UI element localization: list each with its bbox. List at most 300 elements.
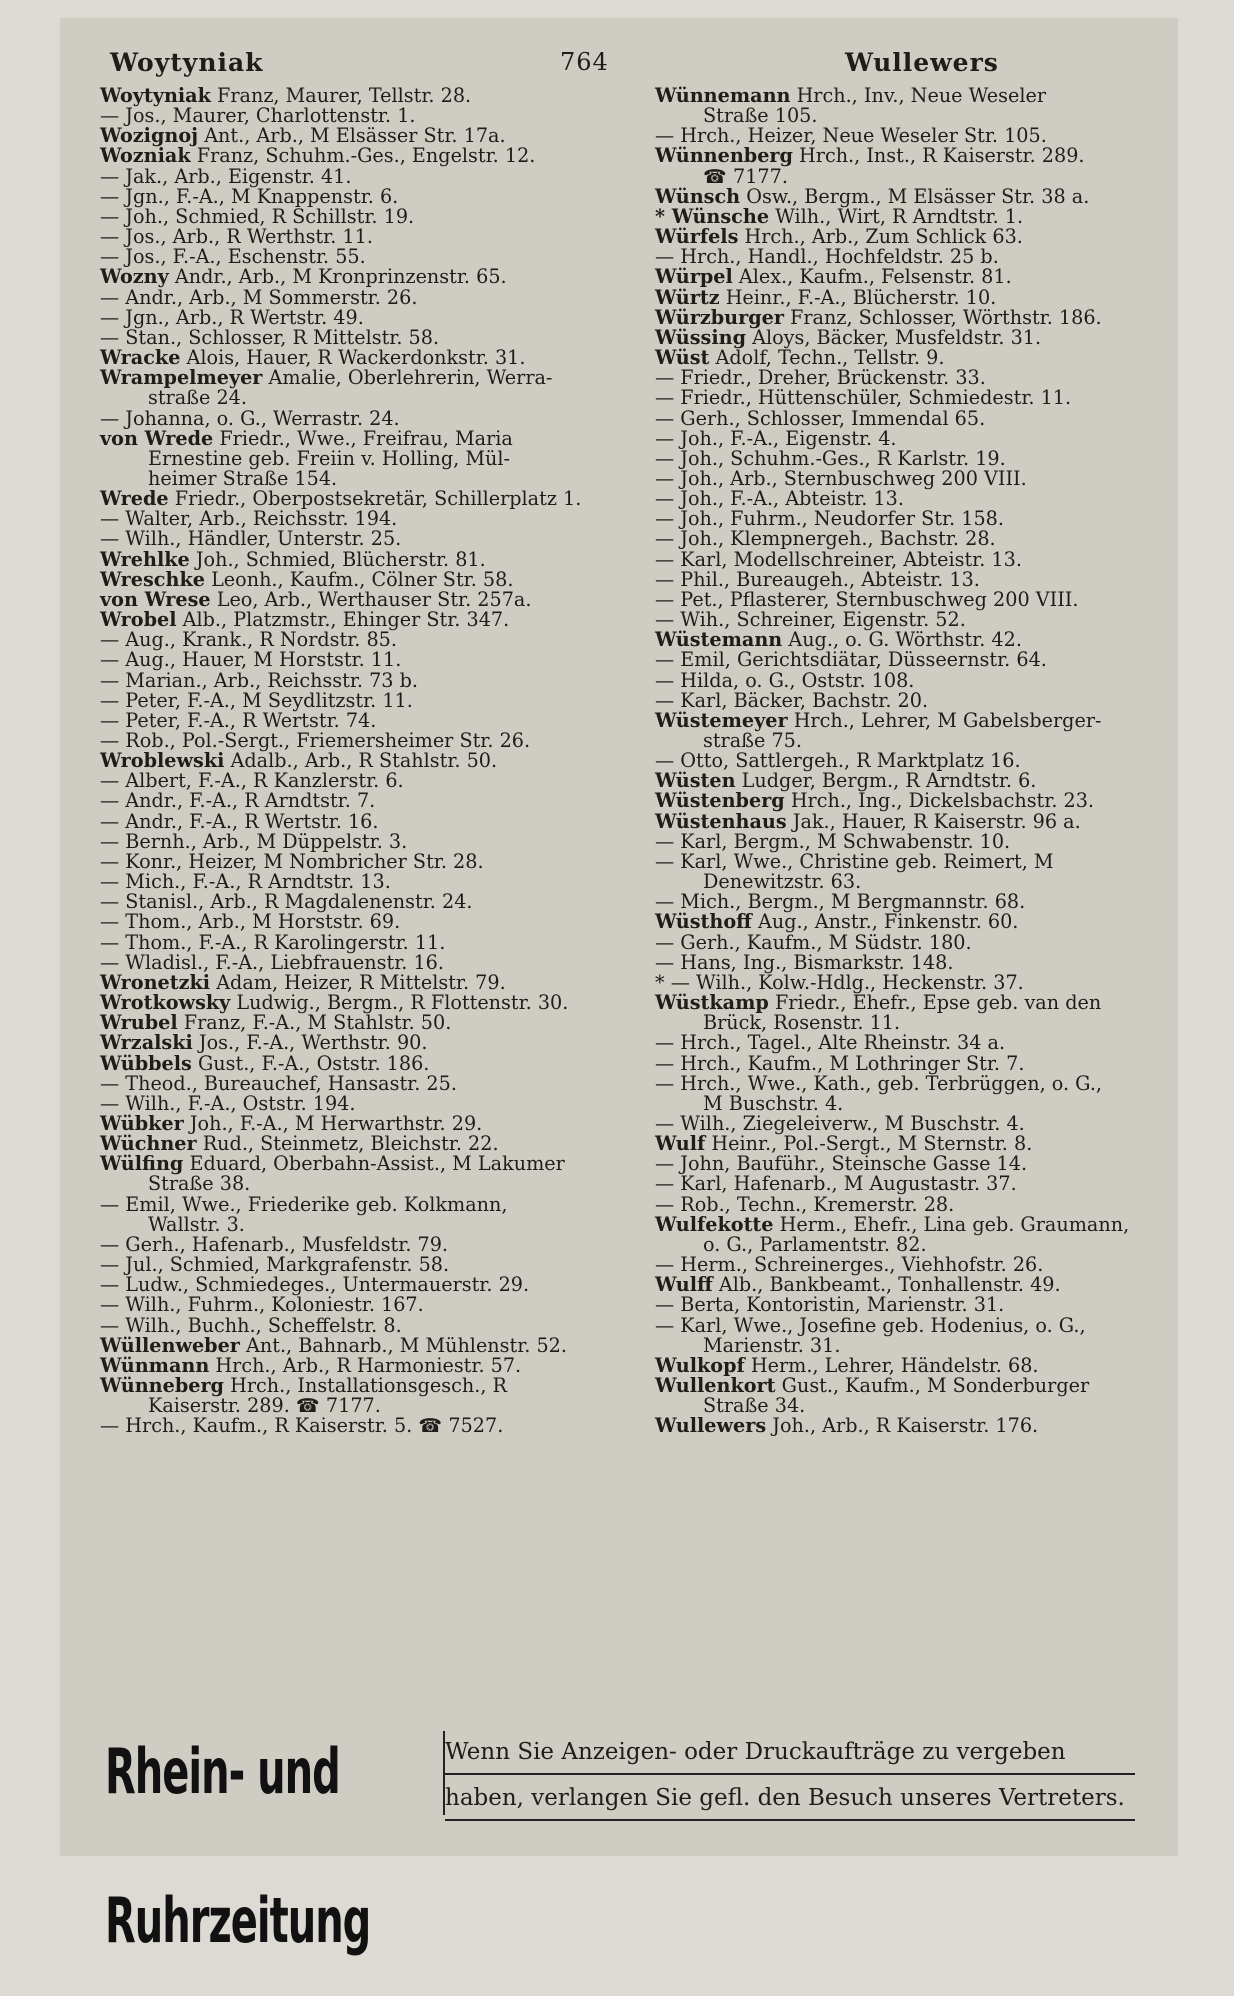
entry-surname: Wulfekotte bbox=[655, 1212, 774, 1236]
entry-details: Gust., Kaufm., M Sonderburger bbox=[781, 1374, 1090, 1397]
entry-details: Ant., Arb., M Elsässer Str. 17a. bbox=[204, 124, 506, 148]
directory-entry bbox=[100, 1275, 655, 1295]
entry-details: Osw., Bergm., M Elsässer Str. 38 a. bbox=[746, 184, 1090, 208]
entry-details: Heinr., F.-A., Blücherstr. 10. bbox=[725, 285, 997, 309]
entry-details: — Jul., Schmied, Markgrafenstr. 58. bbox=[100, 1253, 450, 1277]
directory-entry bbox=[655, 872, 1155, 892]
entry-details: — Wilh., F.-A., Oststr. 194. bbox=[100, 1091, 356, 1115]
entry-surname: Wracke bbox=[100, 346, 181, 370]
directory-entry bbox=[655, 1192, 1155, 1216]
entry-details: straße 24. bbox=[148, 386, 247, 410]
entry-details: — Gerh., Schlosser, Immendal 65. bbox=[655, 406, 986, 430]
entry-details: Joh., Arb., R Kaiserstr. 176. bbox=[772, 1414, 1039, 1438]
entry-details: Alex., Kaufm., Felsenstr. 81. bbox=[738, 265, 1012, 289]
directory-entry bbox=[655, 1051, 1155, 1075]
directory-entry bbox=[655, 184, 1155, 208]
entry-details: Jak., Hauer, R Kaiserstr. 96 a. bbox=[792, 809, 1081, 833]
entry-details: Franz, F.-A., M Stahlstr. 50. bbox=[183, 1011, 452, 1035]
entry-surname: Woytyniak bbox=[100, 84, 211, 107]
directory-entry bbox=[100, 688, 655, 712]
entry-details: Franz, Schlosser, Wörthstr. 186. bbox=[790, 305, 1102, 329]
entry-surname: Würzburger bbox=[655, 305, 784, 329]
directory-entry bbox=[100, 325, 655, 349]
directory-entry bbox=[100, 1071, 655, 1095]
directory-entry bbox=[655, 829, 1155, 853]
directory-entry bbox=[100, 1396, 655, 1416]
directory-entry bbox=[100, 1212, 655, 1236]
entry-surname: Wüsthoff bbox=[655, 910, 752, 934]
directory-entry bbox=[100, 164, 655, 188]
directory-entry bbox=[100, 1192, 655, 1216]
entry-details: Adolf, Techn., Tellstr. 9. bbox=[715, 346, 945, 370]
entry-details: Aug., o. G. Wörthstr. 42. bbox=[788, 628, 1022, 652]
entry-surname: Wozny bbox=[100, 265, 169, 289]
directory-entry bbox=[655, 668, 1155, 692]
entry-details: — Hrch., Tagel., Alte Rheinstr. 34 a. bbox=[655, 1031, 1006, 1055]
directory-entry bbox=[655, 86, 1155, 106]
running-header-left: Woytyniak bbox=[110, 48, 264, 77]
entry-details: — Thom., F.-A., R Karolingerstr. 11. bbox=[100, 930, 446, 954]
entry-details: — Andr., F.-A., R Arndtstr. 7. bbox=[100, 789, 376, 813]
entry-details: Hrch., Arb., Zum Schlick 63. bbox=[744, 225, 1023, 249]
entry-details: heimer Straße 154. bbox=[148, 466, 338, 490]
directory-entry bbox=[100, 406, 655, 430]
entry-surname: Wübbels bbox=[100, 1051, 192, 1075]
entry-details: — Karl, Bäcker, Bachstr. 20. bbox=[655, 688, 929, 712]
entry-details: Ludger, Bergm., R Arndtstr. 6. bbox=[741, 769, 1037, 793]
entry-details: — Wilh., Fuhrm., Koloniestr. 167. bbox=[100, 1293, 424, 1317]
entry-surname: * Wünsche bbox=[655, 204, 770, 228]
directory-entry bbox=[655, 950, 1155, 974]
entry-details: Aug., Anstr., Finkenstr. 60. bbox=[758, 910, 1019, 934]
entry-details: Hrch., Installationsgesch., R bbox=[230, 1374, 507, 1397]
entry-details: Ant., Bahnarb., M Mühlenstr. 52. bbox=[246, 1333, 567, 1357]
directory-entry bbox=[100, 791, 655, 811]
entry-details: — Andr., Arb., M Sommerstr. 26. bbox=[100, 285, 418, 309]
entry-details: — Gerh., Hafenarb., Musfeldstr. 79. bbox=[100, 1232, 449, 1256]
right-column bbox=[655, 86, 1155, 1436]
entry-details: — Hrch., Wwe., Kath., geb. Terbrüggen, o. G., bbox=[655, 1071, 1103, 1095]
entry-details: Straße 34. bbox=[703, 1394, 806, 1418]
directory-entry bbox=[655, 1376, 1155, 1396]
entry-surname: Wozniak bbox=[100, 144, 191, 168]
directory-entry bbox=[100, 950, 655, 974]
directory-entry bbox=[655, 1174, 1155, 1194]
entry-details: — Joh., Fuhrm., Neudorfer Str. 158. bbox=[655, 507, 1004, 531]
directory-entry bbox=[655, 688, 1155, 712]
directory-entry bbox=[100, 970, 655, 994]
entry-details: — Karl, Wwe., Josefine geb. Hodenius, o. G., bbox=[655, 1313, 1086, 1337]
entry-details: Straße 105. bbox=[703, 104, 818, 128]
entry-details: — Andr., F.-A., R Wertstr. 16. bbox=[100, 809, 379, 833]
entry-details: — Jgn., Arb., R Wertstr. 49. bbox=[100, 305, 364, 329]
entry-details: — Ludw., Schmiedeges., Untermauerstr. 29. bbox=[100, 1273, 530, 1297]
entry-details: Herm., Ehefr., Lina geb. Graumann, bbox=[779, 1212, 1130, 1236]
directory-entry bbox=[655, 751, 1155, 771]
entry-surname: Wullenkort bbox=[655, 1374, 776, 1397]
directory-entry bbox=[100, 1174, 655, 1194]
entry-surname: Wrampelmeyer bbox=[100, 366, 263, 390]
directory-entry bbox=[100, 1111, 655, 1135]
entry-details: ☎ 7177. bbox=[703, 164, 788, 188]
directory-entry bbox=[655, 1071, 1155, 1095]
entry-details: Aloys, Bäcker, Musfeldstr. 31. bbox=[752, 325, 1042, 349]
directory-entry bbox=[655, 1013, 1155, 1033]
directory-entry bbox=[655, 146, 1155, 166]
directory-entry bbox=[100, 751, 655, 771]
entry-details: — Bernh., Arb., M Düppelstr. 3. bbox=[100, 829, 408, 853]
entry-surname: Wrubel bbox=[100, 1011, 178, 1035]
directory-entry bbox=[655, 771, 1155, 791]
entry-details: Heinr., Pol.-Sergt., M Sternstr. 8. bbox=[711, 1132, 1033, 1156]
directory-entry bbox=[100, 1353, 655, 1377]
directory-entry bbox=[655, 1313, 1155, 1337]
directory-entry bbox=[655, 204, 1155, 228]
entry-surname: Wüssing bbox=[655, 325, 746, 349]
entry-details: — Thom., Arb., M Horststr. 69. bbox=[100, 910, 401, 934]
entry-details: — Rob., Techn., Kremerstr. 28. bbox=[655, 1192, 955, 1216]
entry-details: Gust., F.-A., Oststr. 186. bbox=[197, 1051, 430, 1075]
directory-entry bbox=[100, 285, 655, 309]
directory-entry bbox=[100, 567, 655, 591]
entry-surname: Wulff bbox=[655, 1273, 713, 1297]
entry-details: — Joh., F.-A., Eigenstr. 4. bbox=[655, 426, 897, 450]
entry-details: — Peter, F.-A., M Seydlitzstr. 11. bbox=[100, 688, 413, 712]
entry-details: Hrch., Inst., R Kaiserstr. 289. bbox=[799, 144, 1085, 168]
entry-details: — Gerh., Kaufm., M Südstr. 180. bbox=[655, 930, 972, 954]
running-header-right: Wullewers bbox=[845, 48, 999, 77]
entry-details: Friedr., Ehefr., Epse geb. van den bbox=[774, 991, 1102, 1015]
entry-details: — Joh., Klempnergeh., Bachstr. 28. bbox=[655, 527, 996, 551]
directory-entry bbox=[100, 1416, 655, 1436]
directory-entry bbox=[655, 1353, 1155, 1377]
entry-surname: Wünmann bbox=[100, 1353, 210, 1377]
directory-entry bbox=[100, 106, 655, 126]
entry-details: Straße 38. bbox=[148, 1172, 251, 1196]
directory-entry bbox=[655, 227, 1155, 247]
entry-surname: Wüstemeyer bbox=[655, 708, 788, 732]
entry-details: — Karl, Hafenarb., M Augustastr. 37. bbox=[655, 1172, 1017, 1196]
entry-details: — John, Bauführ., Steinsche Gasse 14. bbox=[655, 1152, 1028, 1176]
directory-entry bbox=[655, 164, 1155, 188]
directory-entry bbox=[100, 1134, 655, 1154]
entry-details: Hrch., Ing., Dickelsbachstr. 23. bbox=[790, 789, 1095, 813]
entry-details: — Peter, F.-A., R Wertstr. 74. bbox=[100, 708, 377, 732]
entry-surname: Wünnenberg bbox=[655, 144, 793, 168]
entry-details: Alb., Bankbeamt., Tonhallenstr. 49. bbox=[718, 1273, 1061, 1297]
entry-details: — Joh., Schuhm.-Ges., R Karlstr. 19. bbox=[655, 446, 1006, 470]
directory-entry bbox=[655, 587, 1155, 611]
ad-brand: Rhein- und Ruhrzeitung bbox=[105, 1737, 371, 1958]
directory-entry bbox=[655, 126, 1155, 146]
directory-entry bbox=[655, 708, 1155, 732]
directory-entry bbox=[100, 1255, 655, 1275]
directory-entry bbox=[655, 106, 1155, 126]
directory-entry bbox=[655, 1396, 1155, 1416]
entry-details: — Friedr., Dreher, Brückenstr. 33. bbox=[655, 366, 986, 390]
entry-surname: Wünsch bbox=[655, 184, 741, 208]
entry-details: — Stan., Schlosser, R Mittelstr. 58. bbox=[100, 325, 440, 349]
entry-surname: von Wrese bbox=[100, 587, 211, 611]
directory-entry bbox=[100, 1051, 655, 1075]
entry-surname: Würfels bbox=[655, 225, 739, 249]
entry-details: — Mich., Bergm., M Bergmannstr. 68. bbox=[655, 890, 1026, 914]
entry-surname: Wüsten bbox=[655, 769, 736, 793]
entry-surname: Wüstenhaus bbox=[655, 809, 787, 833]
directory-entry bbox=[655, 267, 1155, 287]
directory-entry bbox=[100, 204, 655, 228]
directory-entry bbox=[655, 247, 1155, 267]
directory-entry bbox=[655, 406, 1155, 430]
directory-entry bbox=[655, 610, 1155, 630]
entry-details: — Joh., F.-A., Abteistr. 13. bbox=[655, 487, 904, 511]
directory-entry bbox=[100, 912, 655, 932]
entry-details: — Theod., Bureauchef, Hansastr. 25. bbox=[100, 1071, 457, 1095]
entry-details: Amalie, Oberlehrerin, Werra- bbox=[268, 366, 553, 390]
entry-details: — Albert, F.-A., R Kanzlerstr. 6. bbox=[100, 769, 404, 793]
entry-details: — Hrch., Handl., Hochfeldstr. 25 b. bbox=[655, 245, 999, 269]
entry-details: — Hrch., Kaufm., R Kaiserstr. 5. ☎ 7527. bbox=[100, 1414, 504, 1438]
entry-details: Hrch., Lehrer, M Gabelsberger- bbox=[793, 708, 1102, 732]
directory-entry bbox=[100, 1033, 655, 1053]
directory-entry bbox=[100, 446, 655, 470]
entry-surname: Wrotkowsky bbox=[100, 991, 231, 1015]
directory-entry bbox=[655, 791, 1155, 811]
entry-details: — Karl, Modellschreiner, Abteistr. 13. bbox=[655, 547, 1022, 571]
entry-details: — Johanna, o. G., Werrastr. 24. bbox=[100, 406, 400, 430]
entry-details: Hrch., Arb., R Harmoniestr. 57. bbox=[215, 1353, 522, 1377]
entry-surname: Wrzalski bbox=[100, 1031, 193, 1055]
entry-details: Adalb., Arb., R Stahlstr. 50. bbox=[230, 749, 498, 773]
entry-details: Wilh., Wirt, R Arndtstr. 1. bbox=[775, 204, 1024, 228]
entry-details: — Walter, Arb., Reichsstr. 194. bbox=[100, 507, 398, 531]
entry-surname: Würpel bbox=[655, 265, 733, 289]
entry-surname: Würtz bbox=[655, 285, 720, 309]
entry-details: Jos., F.-A., Werthstr. 90. bbox=[198, 1031, 428, 1055]
entry-surname: Wroblewski bbox=[100, 749, 225, 773]
entry-details: — Phil., Bureaugeh., Abteistr. 13. bbox=[655, 567, 980, 591]
entry-details: Eduard, Oberbahn-Assist., M Lakumer bbox=[189, 1152, 565, 1176]
directory-entry bbox=[100, 247, 655, 267]
entry-surname: Wozignoj bbox=[100, 124, 199, 148]
directory-entry bbox=[655, 489, 1155, 509]
entry-details: Herm., Lehrer, Händelstr. 68. bbox=[750, 1353, 1039, 1377]
entry-details: — Joh., Schmied, R Schillstr. 19. bbox=[100, 204, 415, 228]
directory-entry bbox=[655, 731, 1155, 751]
directory-entry bbox=[100, 184, 655, 208]
directory-entry bbox=[100, 610, 655, 630]
directory-entry bbox=[100, 1232, 655, 1256]
entry-details: — Pet., Pflasterer, Sternbuschweg 200 VIII. bbox=[655, 587, 1079, 611]
directory-entry bbox=[655, 388, 1155, 408]
entry-details: Andr., Arb., M Kronprinzenstr. 65. bbox=[174, 265, 507, 289]
directory-entry bbox=[655, 1134, 1155, 1154]
entry-details: — Wilh., Buchh., Scheffelstr. 8. bbox=[100, 1313, 402, 1337]
entry-surname: Wüstemann bbox=[655, 628, 783, 652]
entry-details: M Buschstr. 4. bbox=[703, 1091, 844, 1115]
entry-details: — Stanisl., Arb., R Magdalenenstr. 24. bbox=[100, 890, 473, 914]
entry-details: Ludwig., Bergm., R Flottenstr. 30. bbox=[236, 991, 569, 1015]
entry-surname: Wüchner bbox=[100, 1132, 197, 1156]
directory-entry bbox=[655, 446, 1155, 470]
entry-surname: Wulf bbox=[655, 1132, 706, 1156]
directory-entry bbox=[100, 829, 655, 853]
directory-entry bbox=[655, 1154, 1155, 1174]
directory-entry bbox=[655, 849, 1155, 873]
entry-details: — Berta, Kontoristin, Marienstr. 31. bbox=[655, 1293, 1005, 1317]
entry-details: Leonh., Kaufm., Cölner Str. 58. bbox=[211, 567, 514, 591]
entry-details: Leo, Arb., Werthauser Str. 257a. bbox=[216, 587, 532, 611]
directory-entry bbox=[100, 1154, 655, 1174]
entry-details: Friedr., Wwe., Freifrau, Maria bbox=[219, 426, 513, 450]
entry-details: — Mich., F.-A., R Arndtstr. 13. bbox=[100, 870, 391, 894]
directory-entry bbox=[100, 1376, 655, 1396]
directory-entry bbox=[100, 809, 655, 833]
directory-entry bbox=[100, 489, 655, 509]
entry-details: — Hans, Ing., Bismarkstr. 148. bbox=[655, 950, 954, 974]
directory-entry bbox=[100, 1013, 655, 1033]
entry-details: Marienstr. 31. bbox=[703, 1333, 841, 1357]
directory-entry bbox=[100, 426, 655, 450]
entry-details: Alois, Hauer, R Wackerdonkstr. 31. bbox=[186, 346, 526, 370]
entry-surname: Wülfing bbox=[100, 1152, 184, 1176]
entry-surname: Wrehlke bbox=[100, 547, 190, 571]
directory-entry bbox=[655, 368, 1155, 388]
entry-details: — Wladisl., F.-A., Liebfrauenstr. 16. bbox=[100, 950, 444, 974]
entry-surname: Wreschke bbox=[100, 567, 205, 591]
directory-entry bbox=[655, 630, 1155, 650]
entry-surname: Wünnemann bbox=[655, 84, 791, 107]
directory-entry bbox=[655, 1033, 1155, 1053]
entry-details: — Karl, Bergm., M Schwabenstr. 10. bbox=[655, 829, 1011, 853]
directory-entry bbox=[100, 930, 655, 954]
directory-entry bbox=[655, 1295, 1155, 1315]
entry-surname: von Wrede bbox=[100, 426, 214, 450]
page-number: 764 bbox=[560, 48, 609, 76]
entry-details: — Hrch., Kaufm., M Lothringer Str. 7. bbox=[655, 1051, 1025, 1075]
directory-entry bbox=[100, 126, 655, 146]
entry-details: — Emil, Wwe., Friederike geb. Kolkmann, bbox=[100, 1192, 508, 1216]
directory-entry bbox=[100, 731, 655, 751]
directory-entry bbox=[100, 1333, 655, 1357]
entry-details: Joh., Schmied, Blücherstr. 81. bbox=[195, 547, 486, 571]
entry-details: Ernestine geb. Freiin v. Holling, Mül- bbox=[148, 446, 511, 470]
entry-details: — Hrch., Heizer, Neue Weseler Str. 105. bbox=[655, 124, 1047, 148]
entry-surname: Wüst bbox=[655, 346, 710, 370]
ad-text bbox=[445, 1731, 1135, 1823]
directory-entry bbox=[100, 630, 655, 650]
ad-line-2: haben, verlangen Sie gefl. den Besuch unseres Vertreters. bbox=[445, 1777, 1135, 1821]
directory-entry bbox=[655, 1255, 1155, 1275]
entry-surname: Wronetzki bbox=[100, 970, 211, 994]
directory-entry bbox=[100, 892, 655, 912]
entry-details: — Aug., Krank., R Nordstr. 85. bbox=[100, 628, 397, 652]
directory-entry bbox=[100, 267, 655, 287]
directory-entry bbox=[655, 348, 1155, 368]
entry-details: Adam, Heizer, R Mittelstr. 79. bbox=[216, 970, 506, 994]
directory-entry bbox=[100, 368, 655, 388]
entry-details: Joh., F.-A., M Herwarthstr. 29. bbox=[189, 1111, 483, 1135]
directory-entry bbox=[655, 809, 1155, 833]
directory-entry bbox=[100, 1295, 655, 1315]
entry-surname: Wüstenberg bbox=[655, 789, 785, 813]
entry-surname: Wullewers bbox=[655, 1414, 767, 1438]
entry-details: — Aug., Hauer, M Horststr. 11. bbox=[100, 648, 402, 672]
directory-entry bbox=[655, 547, 1155, 571]
entry-details: o. G., Parlamentstr. 82. bbox=[703, 1232, 927, 1256]
entry-details: Friedr., Oberpostsekretär, Schillerplatz 1. bbox=[174, 487, 582, 511]
directory-entry bbox=[100, 849, 655, 873]
entry-details: — Wih., Schreiner, Eigenstr. 52. bbox=[655, 608, 966, 632]
directory-entry bbox=[100, 146, 655, 166]
directory-entry bbox=[655, 567, 1155, 591]
directory-entry bbox=[655, 650, 1155, 670]
directory-entry bbox=[655, 993, 1155, 1013]
entry-details: Hrch., Inv., Neue Weseler bbox=[796, 84, 1047, 107]
entry-details: — Otto, Sattlergeh., R Marktplatz 16. bbox=[655, 749, 1021, 773]
entry-details: Kaiserstr. 289. ☎ 7177. bbox=[148, 1394, 381, 1418]
directory-entry bbox=[655, 466, 1155, 490]
entry-surname: Wrede bbox=[100, 487, 169, 511]
directory-entry bbox=[100, 466, 655, 490]
directory-entry bbox=[100, 547, 655, 571]
directory-entry bbox=[100, 388, 655, 408]
entry-details: — Karl, Wwe., Christine geb. Reimert, M bbox=[655, 849, 1054, 873]
entry-details: — Emil, Gerichtsdiätar, Düsseernstr. 64. bbox=[655, 648, 1047, 672]
directory-entry bbox=[100, 993, 655, 1013]
directory-entry bbox=[655, 325, 1155, 349]
directory-entry bbox=[100, 348, 655, 368]
entry-details: — Friedr., Hüttenschüler, Schmiedestr. 11. bbox=[655, 386, 1072, 410]
directory-entry bbox=[655, 1212, 1155, 1236]
entry-details: — Konr., Heizer, M Nombricher Str. 28. bbox=[100, 849, 484, 873]
ad-line-1: Wenn Sie Anzeigen- oder Druckaufträge zu vergeben bbox=[445, 1731, 1135, 1775]
directory-entry bbox=[100, 1091, 655, 1115]
entry-details: Brück, Rosenstr. 11. bbox=[703, 1011, 901, 1035]
entry-details: — Jgn., F.-A., M Knappenstr. 6. bbox=[100, 184, 399, 208]
entry-details: Franz, Maurer, Tellstr. 28. bbox=[217, 84, 472, 107]
entry-details: — Marian., Arb., Reichsstr. 73 b. bbox=[100, 668, 418, 692]
directory-entry bbox=[655, 1275, 1155, 1295]
entry-surname: Wüllenweber bbox=[100, 1333, 240, 1357]
entry-details: — Rob., Pol.-Sergt., Friemersheimer Str. 26. bbox=[100, 729, 531, 752]
directory-entry bbox=[655, 930, 1155, 954]
directory-entry bbox=[655, 285, 1155, 309]
entry-details: — Herm., Schreinerges., Viehhofstr. 26. bbox=[655, 1253, 1044, 1277]
directory-entry bbox=[655, 509, 1155, 529]
entry-details: — Wilh., Händler, Unterstr. 25. bbox=[100, 527, 402, 551]
directory-entry bbox=[100, 668, 655, 692]
directory-entry bbox=[655, 1333, 1155, 1357]
entry-details: — Jos., F.-A., Eschenstr. 55. bbox=[100, 245, 366, 269]
entry-details: Alb., Platzmstr., Ehinger Str. 347. bbox=[182, 608, 510, 632]
directory-entry bbox=[655, 305, 1155, 329]
directory-entry bbox=[100, 227, 655, 247]
entry-details: — Jos., Arb., R Werthstr. 11. bbox=[100, 225, 373, 249]
directory-entry bbox=[100, 1313, 655, 1337]
entry-details: — Jos., Maurer, Charlottenstr. 1. bbox=[100, 104, 416, 128]
directory-entry bbox=[655, 970, 1155, 994]
entry-details: * — Wilh., Kolw.-Hdlg., Heckenstr. 37. bbox=[655, 970, 1024, 994]
directory-entry bbox=[100, 529, 655, 549]
entry-details: straße 75. bbox=[703, 729, 802, 752]
directory-entry bbox=[655, 892, 1155, 912]
directory-entry bbox=[100, 86, 655, 106]
entry-details: Wallstr. 3. bbox=[148, 1212, 245, 1236]
entry-surname: Wüstkamp bbox=[655, 991, 769, 1015]
directory-entry bbox=[100, 872, 655, 892]
directory-entry bbox=[100, 509, 655, 529]
